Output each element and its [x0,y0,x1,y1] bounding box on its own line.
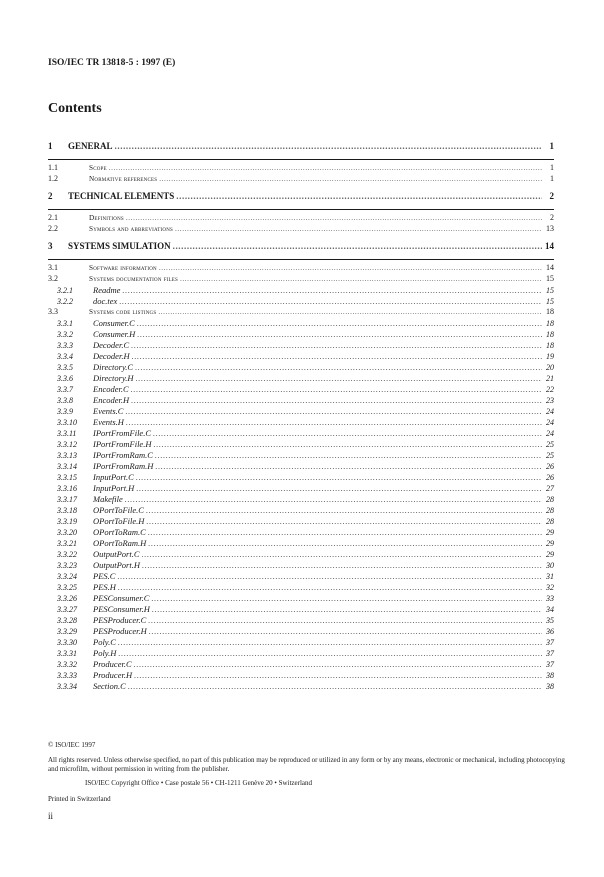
toc-dot-leader [136,373,542,383]
toc-entry-title: Poly.C [93,637,116,647]
toc-entry-number: 3.1 [48,263,58,272]
toc-entry-level-3[interactable] [48,373,554,384]
toc-entry-number: 3.3.5 [57,363,73,372]
toc-entry-number: 3.3.8 [57,396,73,405]
toc-entry-page: 29 [546,539,554,548]
toc-entry-title: Decoder.H [93,351,130,361]
toc-entry-page: 32 [546,583,554,592]
toc-entry-title: Decoder.C [93,340,130,350]
toc-dot-leader [115,141,542,151]
toc-dot-leader [109,164,542,172]
toc-entry-level-3[interactable] [48,296,554,307]
toc-entry-level-3[interactable] [48,439,554,450]
toc-entry-level-3[interactable] [48,362,554,373]
toc-entry-level-3[interactable] [48,340,554,351]
toc-entry-level-3[interactable] [48,417,554,428]
toc-entry-level-3[interactable] [48,582,554,593]
toc-dot-leader [155,450,542,460]
toc-entry-page: 29 [546,528,554,537]
toc-entry-number: 3.3.11 [57,429,77,438]
toc-entry-level-2[interactable] [48,274,554,285]
toc-entry-title: IPortFromFile.H [93,439,152,449]
toc-entry-level-3[interactable] [48,538,554,549]
toc-entry-page: 18 [546,341,554,350]
toc-entry-title: Directory.H [93,373,134,383]
toc-entry-title: SYSTEMS SIMULATION [68,241,171,251]
toc-entry-title: Symbols and abbreviations [89,225,173,233]
toc-entry-page: 35 [546,616,554,625]
toc-entry-number: 3.2 [48,274,58,283]
toc-entry-page: 37 [546,638,554,647]
toc-entry-level-3[interactable] [48,351,554,362]
toc-entry-level-3[interactable] [48,483,554,494]
toc-entry-number: 3.3.20 [57,528,77,537]
toc-entry-title: Events.H [93,417,124,427]
toc-entry-number: 3.3.6 [57,374,73,383]
toc-entry-number: 3.2.2 [57,297,73,306]
toc-dot-leader [159,264,542,272]
toc-dot-leader [153,428,542,438]
toc-entry-title: Makefile [93,494,123,504]
toc-dot-leader [135,362,542,372]
rights-statement: All rights reserved. Unless otherwise specified, no part of this publication may be reproduced or utilized in any form or by any means, electronic or mechanical, including photocopying and microfilm, without permission in writing from the publisher. [48,756,565,773]
toc-entry-number: 3.3.24 [57,572,77,581]
toc-entry-title: Systems documentation files [89,275,178,283]
toc-entry-page: 37 [546,660,554,669]
toc-entry-number: 3.3.23 [57,561,77,570]
toc-entry-title: InputPort.C [93,472,134,482]
toc-entry-title: PES.C [93,571,116,581]
toc-entry-number: 3.3 [48,307,58,316]
toc-entry-page: 15 [546,286,554,295]
toc-dot-leader [146,505,542,515]
toc-entry-number: 3.3.31 [57,649,77,658]
toc-entry-number: 1.2 [48,174,58,183]
toc-entry-number: 3.3.4 [57,352,73,361]
toc-entry-page: 22 [546,385,554,394]
printed-location: Printed in Switzerland [48,795,111,803]
toc-entry-number: 3.3.27 [57,605,77,614]
toc-entry-title: Encoder.C [93,384,129,394]
toc-dot-leader [134,670,542,680]
toc-entry-title: OPortToRam.H [93,538,147,548]
copyright-notice: © ISO/IEC 1997 [48,741,96,749]
toc-entry-level-3[interactable] [48,406,554,417]
toc-entry-page: 25 [546,451,554,460]
toc-entry-level-3[interactable] [48,395,554,406]
toc-entry-level-2[interactable] [48,307,554,318]
toc-dot-leader [148,527,542,537]
toc-entry-page: 38 [546,671,554,680]
toc-entry-title: PESConsumer.H [93,604,150,614]
toc-entry-number: 3.3.7 [57,385,73,394]
toc-entry-level-3[interactable] [48,670,554,681]
toc-entry-page: 34 [546,605,554,614]
toc-entry-page: 37 [546,649,554,658]
toc-entry-number: 3 [48,241,53,251]
toc-dot-leader [158,308,542,316]
toc-entry-number: 3.3.16 [57,484,77,493]
toc-entry-number: 3.3.17 [57,495,77,504]
toc-entry-page: 23 [546,396,554,405]
section-rule [48,259,554,260]
toc-entry-level-2[interactable] [48,213,554,224]
toc-dot-leader [118,648,542,658]
toc-entry-page: 18 [546,319,554,328]
toc-entry-number: 3.3.30 [57,638,77,647]
toc-dot-leader [142,560,542,570]
toc-entry-number: 3.3.34 [57,682,77,691]
toc-entry-level-2[interactable] [48,263,554,274]
table-of-contents [48,141,554,692]
toc-entry-page: 33 [546,594,554,603]
toc-entry-level-3[interactable] [48,461,554,472]
toc-entry-number: 3.3.2 [57,330,73,339]
toc-entry-page: 1 [549,141,554,151]
toc-entry-page: 26 [546,462,554,471]
toc-dot-leader [131,340,542,350]
toc-entry-title: GENERAL [68,141,113,151]
toc-dot-leader [137,318,542,328]
toc-entry-page: 24 [546,418,554,427]
toc-entry-level-3[interactable] [48,472,554,483]
toc-entry-number: 3.3.1 [57,319,73,328]
toc-entry-level-3[interactable] [48,285,554,296]
toc-entry-title: OPortToRam.C [93,527,146,537]
toc-dot-leader [131,384,542,394]
toc-entry-title: PESProducer.H [93,626,147,636]
toc-entry-page: 27 [546,484,554,493]
toc-entry-number: 3.3.32 [57,660,77,669]
toc-entry-page: 25 [546,440,554,449]
toc-entry-number: 3.3.33 [57,671,77,680]
toc-entry-level-3[interactable] [48,604,554,615]
contents-heading: Contents [48,101,102,116]
section-rule [48,159,554,160]
toc-entry-title: IPortFromRam.H [93,461,154,471]
toc-entry-level-3[interactable] [48,560,554,571]
toc-entry-number: 3.3.13 [57,451,77,460]
toc-entry-page: 18 [546,330,554,339]
toc-dot-leader [155,461,542,471]
toc-entry-number: 3.3.15 [57,473,77,482]
toc-entry-page: 36 [546,627,554,636]
toc-entry-level-3[interactable] [48,659,554,670]
toc-entry-page: 26 [546,473,554,482]
toc-entry-page: 2 [549,191,554,201]
section-rule [48,209,554,210]
toc-entry-level-3[interactable] [48,527,554,538]
toc-entry-title: IPortFromRam.C [93,450,153,460]
toc-dot-leader [153,439,542,449]
toc-entry-page: 38 [546,682,554,691]
toc-dot-leader [131,395,542,405]
toc-entry-number: 3.3.26 [57,594,77,603]
toc-entry-page: 28 [546,517,554,526]
toc-entry-title: Poly.H [93,648,117,658]
toc-entry-title: Consumer.H [93,329,136,339]
document-identifier: ISO/IEC TR 13818-5 : 1997 (E) [48,58,176,68]
toc-entry-title: Encoder.H [93,395,130,405]
toc-entry-title: Consumer.C [93,318,135,328]
toc-dot-leader [137,329,542,339]
toc-entry-page: 19 [546,352,554,361]
toc-entry-page: 28 [546,506,554,515]
copyright-office-address: ISO/IEC Copyright Office • Case postale 56 • CH-1211 Genève 20 • Switzerland [85,779,313,787]
toc-entry-page: 24 [546,407,554,416]
toc-entry-page: 18 [546,307,554,316]
toc-dot-leader [142,549,542,559]
toc-dot-leader [176,191,542,201]
toc-entry-number: 3.3.21 [57,539,77,548]
toc-entry-level-3[interactable] [48,505,554,516]
toc-entry-number: 3.3.10 [57,418,77,427]
toc-entry-number: 3.3.29 [57,627,77,636]
toc-dot-leader [134,659,542,669]
toc-entry-page: 14 [546,263,554,272]
toc-entry-title: Definitions [89,214,124,222]
toc-entry-page: 1 [550,174,554,183]
toc-entry-number: 2 [48,191,53,201]
toc-entry-number: 3.3.22 [57,550,77,559]
toc-entry-page: 20 [546,363,554,372]
toc-entry-level-3[interactable] [48,648,554,659]
toc-dot-leader [151,593,542,603]
toc-dot-leader [173,241,542,251]
toc-entry-title: OPortToFile.C [93,505,144,515]
toc-entry-level-3[interactable] [48,318,554,329]
toc-entry-title: PESConsumer.C [93,593,150,603]
toc-entry-level-1[interactable] [48,241,554,256]
toc-entry-level-3[interactable] [48,384,554,395]
toc-dot-leader [126,214,542,222]
toc-entry-number: 3.3.28 [57,616,77,625]
toc-entry-number: 2.1 [48,213,58,222]
toc-dot-leader [146,516,542,526]
toc-entry-page: 13 [546,224,554,233]
toc-entry-title: Readme [93,285,121,295]
toc-entry-title: IPortFromFile.C [93,428,151,438]
toc-entry-level-3[interactable] [48,329,554,340]
toc-dot-leader [126,417,542,427]
toc-dot-leader [119,296,542,306]
toc-entry-level-2[interactable] [48,224,554,235]
toc-dot-leader [118,637,542,647]
toc-entry-title: OutputPort.C [93,549,140,559]
toc-entry-page: 2 [550,213,554,222]
toc-dot-leader [125,494,542,504]
toc-entry-level-3[interactable] [48,681,554,692]
toc-dot-leader [122,285,542,295]
toc-entry-page: 1 [550,163,554,172]
toc-entry-page: 15 [546,297,554,306]
toc-entry-page: 28 [546,495,554,504]
toc-entry-number: 3.3.18 [57,506,77,515]
toc-entry-level-3[interactable] [48,428,554,439]
toc-entry-number: 3.3.3 [57,341,73,350]
toc-entry-title: Events.C [93,406,124,416]
toc-entry-number: 3.3.9 [57,407,73,416]
toc-entry-page: 14 [545,241,554,251]
toc-entry-number: 1.1 [48,163,58,172]
toc-dot-leader [125,406,542,416]
toc-dot-leader [136,483,542,493]
toc-entry-title: PESProducer.C [93,615,147,625]
toc-dot-leader [180,275,542,283]
toc-dot-leader [152,604,542,614]
toc-entry-level-3[interactable] [48,593,554,604]
toc-entry-title: OPortToFile.H [93,516,145,526]
toc-entry-number: 1 [48,141,53,151]
toc-entry-page: 30 [546,561,554,570]
toc-entry-level-3[interactable] [48,450,554,461]
toc-entry-level-3[interactable] [48,494,554,505]
toc-dot-leader [136,472,542,482]
toc-entry-number: 3.3.14 [57,462,77,471]
toc-entry-title: Producer.C [93,659,132,669]
toc-entry-page: 21 [546,374,554,383]
toc-entry-page: 24 [546,429,554,438]
toc-dot-leader [132,351,542,361]
toc-entry-page: 15 [546,274,554,283]
toc-entry-level-3[interactable] [48,516,554,527]
toc-entry-title: Normative references [89,175,158,183]
toc-entry-number: 3.3.12 [57,440,77,449]
toc-entry-title: TECHNICAL ELEMENTS [68,191,175,201]
toc-entry-title: PES.H [93,582,116,592]
toc-dot-leader [117,571,542,581]
toc-entry-level-1[interactable] [48,141,554,156]
toc-dot-leader [149,626,542,636]
toc-entry-title: doc.tex [93,296,118,306]
toc-entry-level-1[interactable] [48,191,554,206]
toc-entry-level-3[interactable] [48,637,554,648]
toc-entry-number: 3.3.25 [57,583,77,592]
toc-dot-leader [118,582,542,592]
toc-entry-title: Directory.C [93,362,134,372]
toc-dot-leader [148,615,542,625]
toc-entry-title: OutputPort.H [93,560,140,570]
toc-entry-title: Scope [89,164,107,172]
toc-entry-level-2[interactable] [48,163,554,174]
toc-entry-number: 2.2 [48,224,58,233]
page-number: ii [48,811,54,821]
toc-entry-title: Section.C [93,681,126,691]
toc-entry-title: Software information [89,264,157,272]
toc-entry-level-3[interactable] [48,626,554,637]
toc-dot-leader [148,538,542,548]
toc-entry-number: 3.2.1 [57,286,73,295]
toc-entry-number: 3.3.19 [57,517,77,526]
toc-entry-level-3[interactable] [48,549,554,560]
toc-entry-title: Producer.H [93,670,133,680]
toc-entry-title: Systems code listings [89,308,157,316]
toc-entry-level-2[interactable] [48,174,554,185]
toc-entry-title: InputPort.H [93,483,135,493]
toc-entry-page: 29 [546,550,554,559]
toc-entry-level-3[interactable] [48,571,554,582]
toc-dot-leader [175,225,542,233]
toc-dot-leader [128,681,542,691]
toc-dot-leader [159,175,542,183]
toc-entry-level-3[interactable] [48,615,554,626]
toc-entry-page: 31 [546,572,554,581]
